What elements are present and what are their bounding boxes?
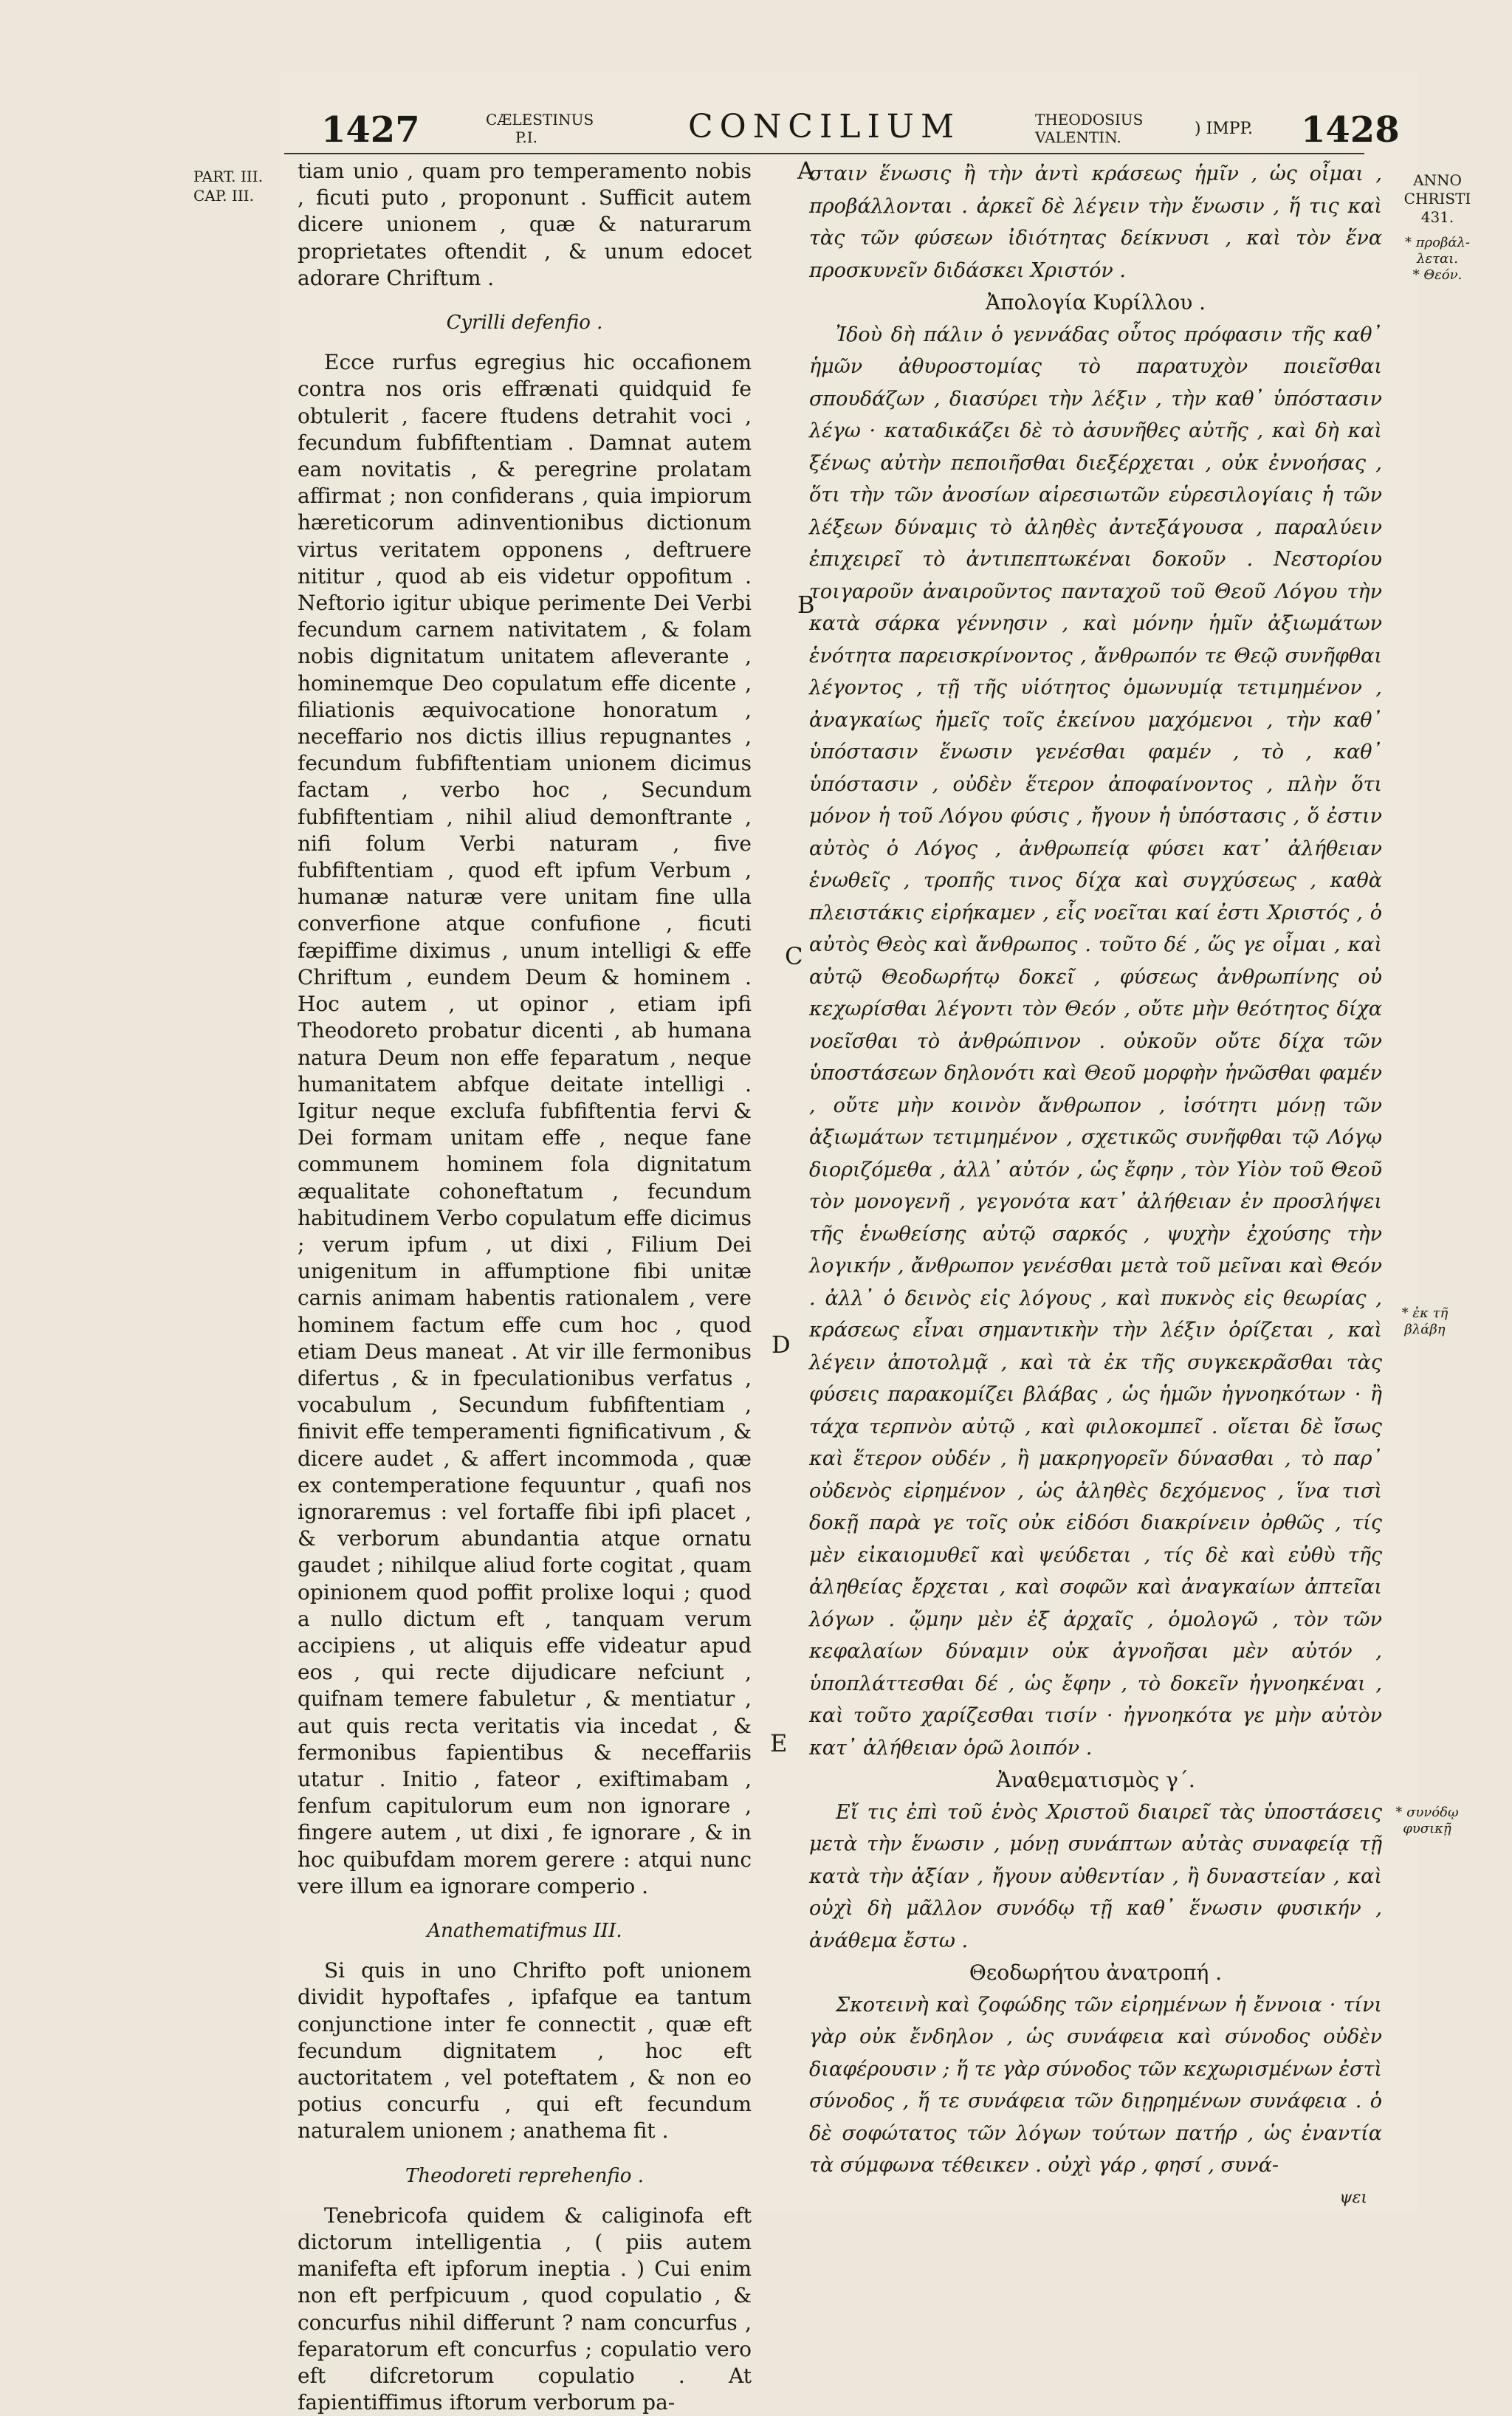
latin-column — [298, 158, 752, 2416]
greek-paragraph-2: Ἰδοὺ δὴ πάλιν ὁ γεννάδας οὗτος πρόφασιν τῆς καθ᾿ ἡμῶν ἀθυροστομίας τὸ παρατυχὸν ποιεῖσθαι σπουδάζων , διασύρει τὴν λέξιν , τὴν καθ᾿ ὑπόστασιν λέγω · καταδικάζει δὲ τὸ ἀσυνῆθες αὐτῆς , καὶ δὴ καὶ ξένως αὐτὴν πεποιῆσθαι διεξέρχεται , οὐκ ἐννοήσας , ὅτι τὴν τῶν ἀνοσίων αἱρεσιωτῶν εὑρεσιλογίαις ἡ τῶν λέξεων δύναμις τὸ ἀληθὲς ἀντεξάγουσα , παραλύειν ἐπιχειρεῖ τὸ ἀντιπεπτωκέναι δοκοῦν . Νεστορίου τοιγαροῦν ἀναιροῦντος πανταχοῦ τοῦ Θεοῦ Λόγου τὴν κατὰ σάρκα γέννησιν , καὶ μόνην ἡμῖν ἀξιωμάτων ἑνότητα παρεισκρίνοντος , ἄνθρωπόν τε Θεῷ συνῆφθαι λέγοντος , τῇ τῆς υἱότητος ὁμωνυμίᾳ τετιμημένον , ἀναγκαίως ἡμεῖς τοῖς ἐκείνου μαχόμενοι , τὴν καθ᾿ ὑπόστασιν ἕνωσιν γενέσθαι φαμέν , τὸ , καθ᾿ ὑπόστασιν , οὐδὲν ἕτερον ἀποφαίνοντος , πλὴν ὅτι μόνον ἡ τοῦ Λόγου φύσις , ἤγουν ἡ ὑπόστασις , ὅ ἐστιν αὐτὸς ὁ Λόγος , ἀνθρωπείᾳ φύσει κατ᾿ ἀλήθειαν ἑνωθεῖς , τροπῆς τινος δίχα καὶ συγχύσεως , καθὰ πλειστάκις εἰρήκαμεν , εἷς νοεῖται καί ἐστι Χριστός , ὁ αὐτὸς Θεὸς καὶ ἄνθρωπος . τοῦτο δέ , ὥς γε οἶμαι , καὶ αὐτῷ Θεοδωρήτῳ δοκεῖ , φύσεως ἀνθρωπίνης οὐ κεχωρίσθαι λέγοντι τὸν Θεόν , οὔτε μὴν θεότητος δίχα νοεῖσθαι τὸ ἀνθρώπινον . οὐκοῦν οὔτε δίχα τῶν ὑποστάσεων δηλονότι καὶ Θεοῦ μορφὴν ἡνῶσθαι φαμέν , οὔτε μὴν κοινὸν ἄνθρωπον , ἰσότητι μόνῃ τῶν ἀξιωμάτων τετιμημένον , σχετικῶς συνῆφθαι τῷ Λόγῳ διοριζόμεθα , ἀλλ᾿ αὐτόν , ὡς ἔφην , τὸν Υἱὸν τοῦ Θεοῦ τὸν μονογενῆ , γεγονότα κατ᾿ ἀλήθειαν ἐν προσλήψει τῆς ἑνωθείσης αὐτῷ σαρκός , ψυχὴν ἐχούσης τὴν λογικήν , ἄνθρωπον γενέσθαι μετὰ τοῦ μεῖναι καὶ Θεόν . ἀλλ᾿ ὁ δεινὸς εἰς λόγους , καὶ πυκνὸς εἰς θεωρίας , κράσεως εἶναι σημαντικὴν τὴν λέξιν ὁρίζεται , καὶ λέγειν ἀποτολμᾷ , καὶ τὰ ἐκ τῆς συγκεκρᾶσθαι τὰς φύσεις παρακομίζει βλάβας , ὡς ἡμῶν ἠγνοηκότων · ἢ τάχα τερπνὸν αὐτῷ , καὶ φιλοκομπεῖ . οἴεται δὲ ἴσως καὶ ἕτερον οὐδέν , ἢ μακρηγορεῖν δύνασθαι , τὸ παρ᾿ οὐδενὸς εἰρημένον , ὡς ἀληθὲς δεχόμενος , ἵνα τισὶ δοκῇ παρὰ γε τοῖς οὐκ εἰδόσι διακρίνειν ὀρθῶς , τίς μὲν εἰκαιομυθεῖ καὶ ψεύδεται , τίς δὲ καὶ εὐθὺ τῆς ἀληθείας ἔρχεται , καὶ σοφῶν καὶ ἀναγκαίων ἀπτεῖαι λόγων . ᾤμην μὲν ἐξ ἀρχαῖς , ὁμολογῶ , τὸν τῶν κεφαλαίων δύναμιν οὐκ ἀγνοῆσαι μὲν αὐτόν , ὑποπλάττεσθαι δέ , ὡς ἔφην , τὸ δοκεῖν ἠγνοηκέναι , καὶ τοῦτο χαρίζεσθαι τισίν · ἠγνοηκότα γε μὴν αὐτὸν κατ᾿ ἀλήθειαν ὁρῶ λοιπόν . — [809, 323, 1382, 1760]
page-number-right: 1428 — [1301, 109, 1400, 151]
latin-paragraph-3: Si quis in uno Chrifto poft unionem dividit hypoftafes , ipfafque ea tantum conjunctione inter fe connectit , quæ eft fecundum dignitatem , hoc eft auctoritatem , vel poteftatem , & non eo potius concurfu , qui eft fecundum naturalem unionem ; anathema fit . — [298, 1958, 752, 2144]
year-label: 431. — [1420, 208, 1454, 226]
latin-paragraph-1: tiam unio , quam pro temperamento nobis , ficuti puto , proponunt . Sufficit autem dicere unionem , quæ & naturarum proprietates oftendit , & unum edocet adorare Chriftum . — [298, 159, 752, 290]
header-title: CONCILIUM — [688, 108, 961, 145]
margin-note-1 — [1389, 235, 1485, 284]
greek-heading-anatrope: Θεοδωρήτου ἀνατροπή . — [969, 1960, 1223, 1985]
section-letter-c: C — [785, 942, 803, 970]
latin-paragraph-2: Ecce rurfus egregius hic occafionem contra nos oris effrænati quidquid fe obtulerit , facere ftudens detrahit voci , fecundum fubfiftentiam . Damnat autem eam novitatis , & peregrine prolatam affirmat ; non confiderans , quia impiorum hæreticorum adinventionibus dictionum virtus veritatem opponens , deftruere nititur , quod ab eis videtur oppofitum . Neftorio igitur ubique perimente Dei Verbi fecundum carnem nativitatem , & folam nobis dignitatum unitatem afleverante , hominemque Deo copulatum effe dicente , filiationis æquivocatione honoratum , neceffario nos dictis illius repugnantes , fecundum fubfiftentiam unionem dicimus factam , verbo hoc , Secundum fubfiftentiam , nihil aliud demonftrante , nifi folum Verbi naturam , five fubfiftentiam , quod eft ipfum Verbum , humanæ naturæ vere unitam fine ulla converfione atque confufione , ficuti fæpiffime diximus , unum intelligi & effe Chriftum , eundem Deum & hominem . Hoc autem , ut opinor , etiam ipfi Theodoreto probatur dicenti , ab humana natura Deum non effe feparatum , neque humanitatem abfque deitate intelligi . Igitur neque exclufa fubfiftentia fervi & Dei formam unitam effe , neque fane communem hominem fola dignitatum æqualitate cohoneftatum , fecundum habitudinem Verbo copulatum effe dicimus ; verum ipfum , ut dixi , Filium Dei unigenitum in affumptione fibi unitæ carnis animam habentis rationalem , vere hominem factum effe cum hoc , quod etiam Deus maneat . At vir ille fermonibus difertus , & in fpeculationibus verfatus , vocabulum , Secundum fubfiftentiam , finivit effe temperamenti fignificativum , & dicere audet , & affert incommoda , quæ ex contemperatione fequuntur , quafi nos ignoraremus : vel fortaffe fibi ipfi placet , & verborum abundantia atque ornatu gaudet ; nihilque aliud forte cogitat , quam opinionem quod poffit prolixe loqui ; quod a nullo dictum eft , tanquam verum accipiens , ut aliquis effe videatur apud eos , qui recte dijudicare nefciunt , quifnam temere fabuletur , & mentiatur , aut quis recta veritatis via incedat , & fermonibus fapientibus & neceffariis utatur . Initio , fateor , exiftimabam , fenfum capitulorum eum non ignorare , fingere autem , ut dixi , fe ignorare , & in hoc quibufdam morem gerere : atqui nunc vere illum ea ignorare comperio . — [298, 350, 752, 1898]
section-letter-b: B — [797, 591, 815, 619]
greek-column — [809, 158, 1382, 2214]
greek-heading-anathematismos: Ἀναθεματισμὸς γ΄. — [996, 1768, 1195, 1792]
greek-paragraph-1: σταιν ἕνωσις ἢ τὴν ἀντὶ κράσεως ἡμῖν , ὡς οἶμαι , προβάλλονται . ἀρκεῖ δὲ λέγειν τὴν ἕνωσιν , ἥ τις καὶ τὰς τῶν φύσεων ἰδιότητας δείκνυσι , καὶ τὸν ἕνα προσκυνεῖν διδάσκει Χριστόν . — [809, 162, 1382, 282]
latin-paragraph-4: Tenebricofa quidem & caliginofa eft dictorum intelligentia , ( piis autem manifefta eft ipforum ineptia . ) Cui enim non eft perfpicuum , quod copulatio , & concurfus nihil differunt ? nam concurfus , feparatorum eft concurfus ; copulatio vero eft difcretorum copulatio . At fapientiffimus iftorum verborum pa- — [298, 2203, 752, 2415]
latin-heading-anathematismus: Anathematifmus III. — [427, 1920, 622, 1942]
header-right-title: THEODOSIUS VALENTIN. — [1035, 111, 1144, 146]
section-letter-a: A — [797, 157, 815, 185]
part-marker — [193, 167, 263, 205]
margin-note-5: * συνόδῳ φυσικῇ — [1395, 1805, 1459, 1836]
latin-heading-theodoreti: Theodoreti reprehenfio . — [405, 2164, 644, 2187]
anno-label: ANNO CHRISTI — [1403, 171, 1471, 207]
running-header — [0, 102, 1512, 154]
margin-note-1-text: * προβάλ- — [1404, 235, 1471, 250]
header-left-title: CÆLESTINUS P.I. — [486, 111, 594, 146]
cap-label: CAP. III. — [193, 187, 254, 205]
header-right-sub: ) IMPP. — [1195, 120, 1253, 138]
margin-note-3-text: * Θεόν. — [1412, 267, 1463, 283]
section-letter-d: D — [772, 1331, 791, 1359]
latin-heading-cyrilli: Cyrilli defenfio . — [446, 312, 603, 334]
greek-heading-apologia: Ἀπολογία Κυρίλλου . — [985, 290, 1206, 315]
greek-paragraph-4: Σκοτεινὴ καὶ ζοφώδης τῶν εἰρημένων ἡ ἔννοια · τίνι γὰρ οὐκ ἔνδηλον , ὡς συνάφεια καὶ σύνοδος οὐδὲν διαφέρουσιν ; ἥ τε γὰρ σύνοδος τῶν κεχωρισμένων ἐστὶ σύνοδος , ἥ τε συνάφεια τῶν διῃρημένων συνάφεια . ὁ δὲ σοφώτατος τῶν λόγων τούτων πατήρ , ὡς ἐναντία τὰ σύμφωνα τέθεικεν . οὐχὶ γάρ , φησί , συνά- — [809, 1993, 1382, 2177]
margin-note-2-text: λεται. — [1417, 251, 1458, 267]
margin-note-4: * ἐκ τῆ βλάβη — [1401, 1305, 1449, 1337]
section-letter-e: E — [770, 1729, 788, 1757]
greek-paragraph-3: Εἴ τις ἐπὶ τοῦ ἑνὸς Χριστοῦ διαιρεῖ τὰς ὑποστάσεις μετὰ τὴν ἕνωσιν , μόνῃ συνάπτων αὐτὰς συναφείᾳ τῇ κατὰ τὴν ἀξίαν , ἤγουν αὐθεντίαν , ἢ δυναστείαν , καὶ οὐχὶ δὴ μᾶλλον συνόδῳ τῇ καθ᾿ ἕνωσιν φυσικήν , ἀνάθεμα ἔστω . — [809, 1800, 1382, 1952]
year-marker — [1389, 171, 1485, 227]
page-number-left: 1427 — [321, 109, 420, 151]
part-label: PART. III. — [193, 168, 263, 185]
greek-catchword: ψει — [1339, 2188, 1367, 2207]
